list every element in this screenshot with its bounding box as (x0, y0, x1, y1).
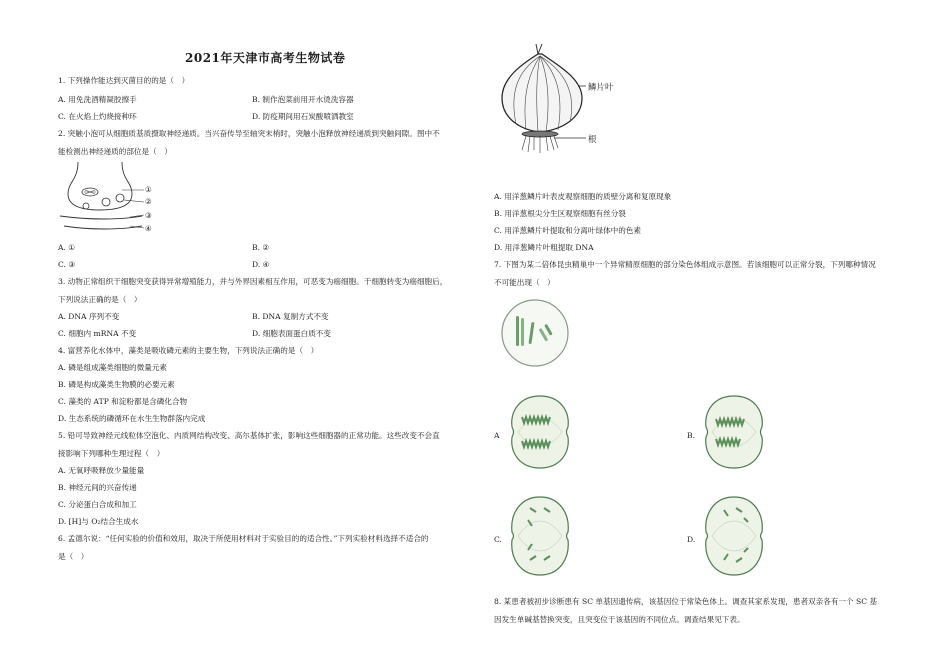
q7-option-b-cell[interactable] (702, 393, 767, 471)
q7-option-c-label[interactable]: C. (494, 535, 502, 544)
q6-option-d[interactable]: D. 用洋葱鳞片叶粗提取 DNA (494, 243, 594, 252)
q7-option-c-cell[interactable] (508, 494, 573, 578)
q2-option-b[interactable]: B. ② (252, 243, 270, 252)
q7-stem-line1: 7. 下图为某二倍体昆虫精巢中一个异常精原细胞的部分染色体组成示意图。若该细胞可以正常分裂，下列哪种情况 (494, 260, 876, 269)
q7-option-d-cell[interactable] (702, 494, 767, 578)
q7-stem-line2: 不可能出现（ ） (494, 278, 555, 287)
q5-stem-line2: 接影响下列哪种生理过程（ ） (58, 449, 165, 458)
q3-option-a[interactable]: A. DNA 序列不变 (58, 312, 120, 321)
q4-option-c[interactable]: C. 藻类的 ATP 和淀粉都是含磷化合物 (58, 397, 188, 406)
q3-option-d[interactable]: D. 细胞表面蛋白质不变 (252, 329, 331, 338)
q3-stem-line1: 3. 动物正常组织干细胞突变获得异常增殖能力，并与外界因素相互作用，可恶变为癌细胞。干细胞转变为癌细胞后， (58, 277, 448, 286)
q6-stem-line1: 6. 孟德尔说：“任何实验的价值和效用，取决于所使用材料对于实验目的的适合性。”下列实验材料选择不适合的 (58, 534, 429, 543)
onion-label-scale-leaf: 鳞片叶 (588, 83, 614, 93)
q4-option-d[interactable]: D. 生态系统的磷循环在水生生物群落内完成 (58, 414, 206, 423)
q6-stem-line2: 是（ ） (58, 552, 89, 561)
q7-original-cell (500, 298, 570, 368)
q8-stem-line2: 因发生单碱基替换突变，且突变位于该基因的不同位点。调查结果见下表。 (494, 615, 745, 624)
onion-diagram (492, 42, 632, 154)
q1-stem: 1. 下列操作能达到灭菌目的的是（ ） (58, 76, 190, 85)
onion-label-root: 根 (588, 135, 597, 145)
q5-option-d[interactable]: D. [H]与 O₂结合生成水 (58, 517, 139, 526)
q6-option-c[interactable]: C. 用洋葱鳞片叶提取和分离叶绿体中的色素 (494, 226, 642, 235)
q4-option-b[interactable]: B. 磷是构成藻类生物膜的必要元素 (58, 380, 175, 389)
q1-option-d[interactable]: D. 防疫期间用石炭酸喷洒教室 (252, 112, 354, 121)
q6-option-a[interactable]: A. 用洋葱鳞片叶表皮观察细胞的质壁分离和复原现象 (494, 192, 672, 201)
synapse-label-1: ① (145, 185, 152, 194)
q3-stem-line2: 下列说法正确的是（ ） (58, 295, 142, 304)
q3-option-b[interactable]: B. DNA 复制方式不变 (252, 312, 329, 321)
synapse-label-3: ③ (145, 211, 152, 220)
q4-option-a[interactable]: A. 磷是组成藻类细胞的微量元素 (58, 363, 168, 372)
q5-option-c[interactable]: C. 分泌蛋白合成和加工 (58, 500, 137, 509)
q7-option-b-label[interactable]: B. (687, 431, 695, 440)
q3-option-c[interactable]: C. 细胞内 mRNA 不变 (58, 329, 137, 338)
q2-stem-line2: 能检测出神经递质的部位是（ ） (58, 147, 172, 156)
q7-option-a-label[interactable]: A (494, 431, 500, 440)
q5-option-a[interactable]: A. 无氧呼吸释放少量能量 (58, 466, 145, 475)
q5-option-b[interactable]: B. 神经元间的兴奋传递 (58, 483, 137, 492)
q4-stem: 4. 富营养化水体中，藻类是吸收磷元素的主要生物，下列说法正确的是（ ） (58, 346, 319, 355)
q2-stem-line1: 2. 突触小泡可从细胞质基质摄取神经递质。当兴奋传导至轴突末梢时，突触小泡释放神经递质到突触间隙。图中不 (58, 129, 440, 138)
q7-option-d-label[interactable]: D. (687, 535, 696, 544)
q7-option-a-cell[interactable] (508, 393, 573, 471)
synapse-diagram (60, 160, 170, 240)
q2-option-c[interactable]: C. ③ (58, 260, 76, 269)
page-title: 2021年天津市高考生物试卷 (185, 51, 346, 65)
q2-option-a[interactable]: A. ① (58, 243, 76, 252)
synapse-label-4: ④ (145, 224, 152, 233)
q5-stem-line1: 5. 铅可导致神经元线粒体空泡化、内质网结构改变、高尔基体扩张，影响这些细胞器的正常功能。这些改变不会直 (58, 431, 440, 440)
q8-stem-line1: 8. 某患者被初步诊断患有 SC 单基因遗传病，该基因位于常染色体上。调查其家系发现，患者双亲各有一个 SC 基 (494, 597, 878, 606)
q1-option-a[interactable]: A. 用免洗酒精凝胶擦手 (58, 95, 137, 104)
synapse-label-2: ② (145, 197, 152, 206)
q1-option-c[interactable]: C. 在火焰上灼烧接种环 (58, 112, 137, 121)
q2-option-d[interactable]: D. ④ (252, 260, 270, 269)
q6-option-b[interactable]: B. 用洋葱根尖分生区观察细胞有丝分裂 (494, 209, 626, 218)
q1-option-b[interactable]: B. 制作泡菜前用开水烫洗容器 (252, 95, 354, 104)
